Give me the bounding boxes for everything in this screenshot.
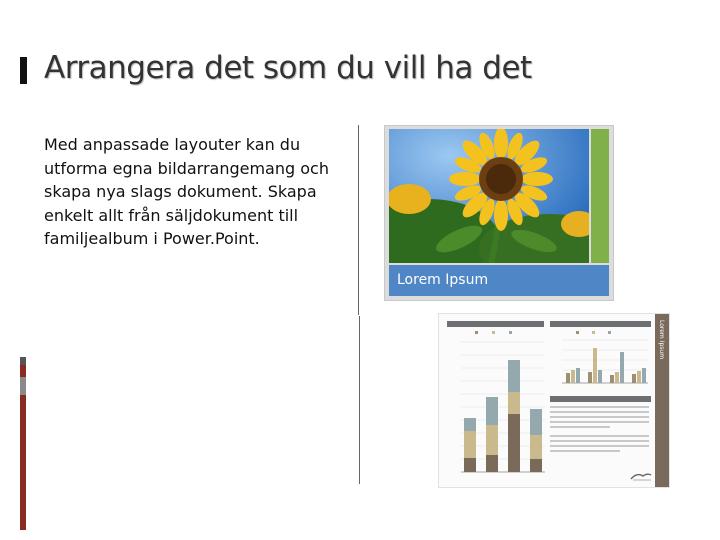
report-text-line [550, 445, 649, 447]
sunflower-image [389, 129, 589, 263]
divider-line-lower [359, 316, 360, 484]
report-panel2-header [550, 321, 651, 327]
report-text-line [550, 450, 620, 452]
report-panel3-header [550, 396, 651, 402]
report-text-line [550, 411, 649, 413]
report-logo-icon [629, 470, 653, 482]
sunflower-photo [389, 129, 589, 263]
report-text-line [550, 416, 649, 418]
report-small-bar-chart [550, 328, 650, 388]
report-text-line [550, 440, 649, 442]
left-accent-bar-red [20, 395, 26, 530]
photo-side-strip [591, 129, 609, 263]
report-layout-thumbnail [438, 313, 670, 488]
report-side-label: Lorem Ipsum [658, 320, 665, 360]
photo-caption-bar [389, 265, 609, 296]
divider-line-upper [358, 125, 359, 315]
title-marker [20, 57, 27, 84]
report-panel1-header [447, 321, 544, 327]
slide-title: Arrangera det som du vill ha det [44, 50, 532, 86]
report-text-line [550, 406, 649, 408]
report-text-line [550, 426, 610, 428]
left-accent-bar-gray [20, 377, 26, 395]
photo-caption-text: Lorem Ipsum [397, 272, 489, 288]
report-text-line [550, 421, 649, 423]
left-accent-bar-red-top [20, 365, 26, 377]
left-accent-bar-gray-dark [20, 357, 26, 365]
report-stacked-bar-chart [447, 328, 547, 483]
report-text-line [550, 435, 649, 437]
photo-layout-thumbnail [384, 125, 614, 301]
slide-body-text: Med anpassade layouter kan du utforma egna bildarrangemang och skapa nya slags dokument. Skapa enkelt allt från säljdokument till familjealbum i Power.Point. [44, 135, 329, 248]
report-side-band [655, 314, 669, 487]
